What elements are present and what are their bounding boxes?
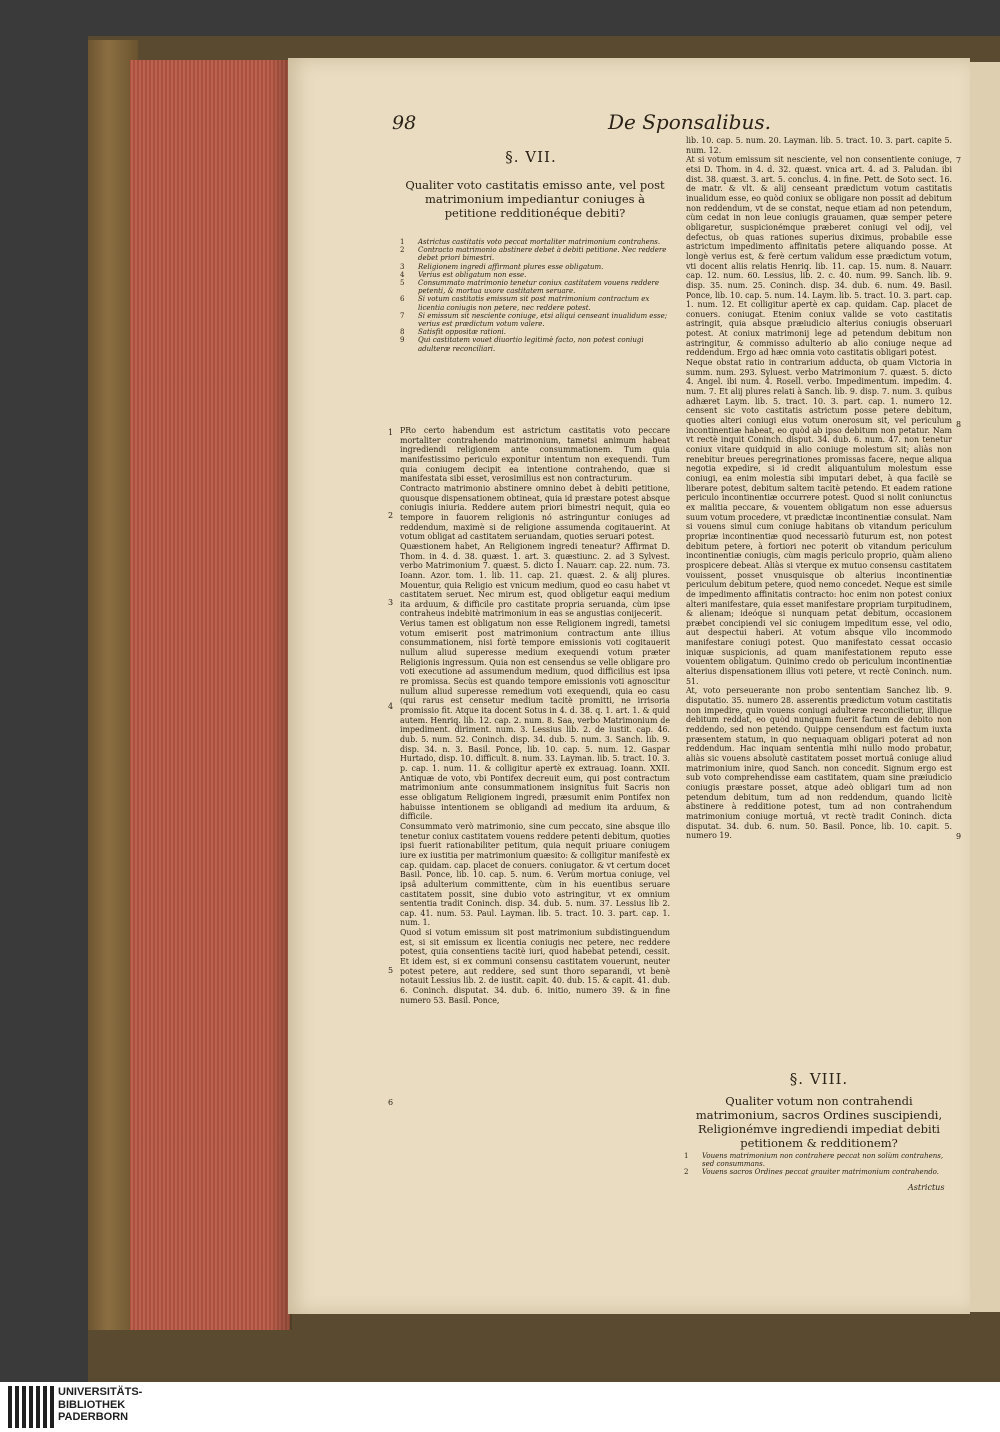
- logo-line: PADERBORN: [58, 1411, 129, 1423]
- library-footer: [0, 1382, 1000, 1432]
- paragraph: lib. 10. cap. 5. num. 20. Layman. lib. 5. tract. 10. 3. part. capite 5. num. 12.: [686, 136, 952, 155]
- summary-item: 6 Si votum castitatis emissum sit post matrimonium contractum ex licentia coniugis non petere, nec reddere potest.: [400, 295, 650, 312]
- margin-number: 2: [388, 511, 394, 520]
- page-edges: [130, 60, 290, 1330]
- paragraph: At si votum emissum sit nesciente, vel non consentiente coniuge, etsi D. Thom. in 4. d. 32. quæst. vnica art. 4. ad 3. Paludan. ibi dist. 38. quæst. 3. art. 5. conclus. 4. in fine. Pett. de Soto sect. 16. de matr. & vlt. & alij censeant prædictum votum castitatis inualidum esse, eo quòd coniux se obligare non possit ad debitum non reddendum, vt de se constat, neque etiam ad non petendum, cùm cedat in non leue coniugis grauamen, quæ semper petere obligaretur, suspicionémque præberet coniugi vel odij, vel defectus, ob quas rationes superius diximus, probabile esse astrictum impedimento affinitatis petere aliquando posse. At longè verius est, & ferè certum validum esse prædictum votum, vti docent aliis relatis Henriq. lib. 11. cap. 15. num. 8. Nauarr. cap. 12. num. 60. Lessius, lib. 2. c. 40. num. 99. Sanch. lib. 9. disp. 35. num. 25. Coninch. disp. 34. dub. 6. num. 49. Basil. Ponce, lib. 10. cap. 5. num. 14. Laym. lib. 5. tract. 10. 3. part. cap. 1. num. 12. Et colligitur apertè ex cap. quidam. Cap. placet de conuers. coniugat. Etenim coniux valide se voto castitatis astringit, quia absque præiudicio alterius coniugis obseruari potest. At coniux matrimonij lege ad petendum debitum non astringitur, & commisso adulterio ab alio coniuge neque ad reddendum. Ergo ad hæc omnia voto castitatis obligari potest.: [686, 155, 952, 358]
- section-heading-viii: §. VIII.: [789, 1070, 849, 1088]
- margin-number: 1: [388, 428, 394, 437]
- library-logo-icon: [8, 1386, 54, 1428]
- section-question-viii: Qualiter votum non contrahendi matrimonium, sacros Ordines suscipiendi, Religionémve ingrediendi impediat debiti petitionem & redditionem?: [695, 1094, 943, 1150]
- catchword: Astrictus: [908, 1183, 945, 1192]
- margin-number: 6: [388, 1098, 394, 1107]
- left-column-body: [400, 426, 670, 1005]
- paragraph: Quod si votum emissum sit post matrimonium subdistinguendum est, si sit emissum ex licentia coniugis nec petere, nec reddere potest, quia consentiens tacitè iuri, quod habebat petendi, cessit. Et idem est, si ex communi consensu castitatem vouerunt, neuter potest petere, aut reddere, sed sunt thoro separandi, vt benè notauit Lessius lib. 2. de iustit. capit. 40. dub. 15. & capit. 41. dub. 6. Coninch. disputat. 34. dub. 6. initio, numero 39. & in fine numero 53. Basil. Ponce,: [400, 928, 670, 1005]
- logo-line: UNIVERSITÄTS-: [58, 1386, 143, 1398]
- printed-page: [288, 58, 970, 1314]
- summary-list-viii: [684, 1152, 950, 1177]
- paragraph: Verius tamen est obligatum non esse Religionem ingredi, tametsi votum emiserit post matrimonium contractum ante illius consummationem, nisi fortè tempore emissionis voti cogitauerit nullum aliud superesse medium exequendi votum præter Religionis ingressum. Quia non est censendus se velle obligare pro voti executione ad assumendum medium, quod difficilius est ipsa re promissa. Secùs est quando tempore emissionis voti agnoscitur nullum aliud superesse remedium voti exequendi, quia eo casu (qui rarus est censetur medium tacitè promitti, ne irrisoria promissio fit. Atque ita docent Sotus in 4. d. 38. q. 1. art. 1. & quid autem. Henriq. lib. 12. cap. 2. num. 8. Saa, verbo Matrimonium de impediment. diriment. num. 3. Lessius lib. 2. de iustit. cap. 46. dub. 5. num. 52. Coninch. disp. 34. dub. 5. num. 3. Sanch. lib. 9. disp. 34. n. 3. Basil. Ponce, lib. 10. cap. 5. num. 12. Gaspar Hurtado, disp. 10. difficult. 8. num. 33. Layman. lib. 5. tract. 10. 3. p. cap. 1. num. 11. & colligitur apertè ex extrauag. Ioann. XXII. Antiquæ de voto, vbi Pontifex decreuit eum, qui post contractum matrimonium ante consummationem insignitus fuit Sacris non esse obligatum Religionem ingredi, præsumit enim Pontifex non habuisse intentionem se obligandi ad medium ita arduum, & difficile.: [400, 619, 670, 822]
- summary-item: 1 Vouens matrimonium non contrahere peccat non solùm contrahens, sed consummans.: [684, 1152, 944, 1169]
- section-heading-vii: §. VII.: [505, 148, 557, 166]
- summary-item: 5 Consummato matrimonio tenetur coniux castitatem vouens reddere petenti, & mortua uxore castitatem seruare.: [400, 279, 659, 296]
- section-question-vii: Qualiter voto castitatis emisso ante, vel post matrimonium impediantur coniuges à petitione redditionéque debiti?: [405, 178, 665, 220]
- summary-item: 2 Contracto matrimonio abstinere debet à debiti petitione. Nec reddere debet priori bimestri.: [400, 246, 667, 263]
- margin-number: 9: [956, 832, 962, 841]
- paragraph: PRo certo habendum est astrictum castitatis voto peccare mortaliter contrahendo matrimonium, tametsi animum habeat ingrediendi religionem ante consummationem. Tum quia manifestissimo periculo exponitur intentum non exequendi. Tum quia coniugem decipit ea intentione contrahendo, quæ si manifestata sibi esset, verosimilius est non contracturum.: [400, 426, 670, 484]
- summary-list-vii: [400, 238, 670, 353]
- margin-number: 5: [388, 966, 394, 975]
- summary-item: 9 Qui castitatem vouet diuortio legitimè facto, non potest coniugi adulteræ reconciliari.: [400, 336, 644, 353]
- page-number: 98: [392, 112, 417, 134]
- summary-item: 4 Verius est obligatum non esse.: [400, 270, 527, 279]
- margin-number: 4: [388, 702, 394, 711]
- right-column-body: [686, 136, 952, 841]
- margin-number: 7: [956, 156, 962, 165]
- paragraph: Neque obstat ratio in contrarium adducta, ob quam Victoria in summ. num. 293. Syluest. verbo Matrimonium 7. quæst. 5. dicto 4. Angel. ibi num. 4. Rosell. verbo. Impedimentum. impedim. 4. num. 7. Et alij plures relati à Sanch. lib. 9. disp. 7. num. 3. quibus adhæret Laym. lib. 5. tract. 10. 3. part. cap. 1. numero 12. censent sic voto castitatis astrictum posse petere debitum, quoties alteri coniugi eius votum onerosum sit, vel periculum incontinentiæ habeat, eo quòd ab ipso debitum non petatur. Nam vt rectè inquit Coninch. disput. 34. dub. 6. num. 47. non tenetur coniux vitare quidquid in alio coniuge molestum sit; aliàs non renebitur breues peregrinationes promissas facere, neque aliqua negotia expedire, si id credit aliquantulum molestum esse coniugi, ea enim molestia sibi imputari debet, à qua facilè se liberare potest, debitum saltem tacitè petendo. Et eadem ratione periculo incontinentiæ occurrere potest. Quod si nolit coniunctus ex malitia peccare, & vouentem obligatum non esse aduersus suum votum procedere, vt prædictæ incontinentiæ consulat. Nam si vouens simul cum coniuge habitans ob vitandum periculum propriæ incontinentiæ quod necessariò futurum est, non potest debitum petere, à fortiori nec poterit ob vitandum periculum incontinentiæ coniugis, cùm magis periculo proprio, quàm alieno prospicere debeat. Aliàs si vterque ex mutuo consensu castitatem vouissent, posset vnusquisque ob alterius incontinentiæ periculum debitum petere, quod nemo concedet. Neque est simile de impedimento affinitatis contracto: hoc enim non potest coniux alteri manifestare, quia esset manifestare propriam turpitudinem, & alienam; ideóque si nunquam petat debitum, occasionem præbet concipiendi vel sic coniugem impeditum esse, vel odio, aut despectui haberi. At votum absque vllo incommodo manifestare coniugi potest. Quo manifestato cessat occasio iniquæ suspicionis, ad quam manifestationem reputo esse vouentem obligatum. Quinimo credo ob periculum incontinentiæ alterius dispensationem illius voti petere, vt rectè Coninch. num. 51.: [686, 358, 952, 686]
- summary-item: 7 Si emissum sit nesciente coniuge, etsi aliqui censeant inualidum esse; verius est prædictum votum valere.: [400, 311, 668, 329]
- paragraph: Quæstionem habet, An Religionem ingredi teneatur? Affirmat D. Thom. in 4. d. 38. quæst. 1. art. 3. quæstiunc. 2. ad 3 Sylvest. verbo Matrimonium 7. quæst. 5. dicto 1. Nauarr. cap. 22. num. 73. Ioann. Azor. tom. 1. lib. 11. cap. 21. quæst. 2. & alij plures. Mouentur, quia Religio est vnicum medium, quod eo casu habet vt castitatem seruet. Nec mirum est, quod obligetur eaqui medium ita arduum, & difficile pro castitate propria seruanda, cùm ipse contraheus indebitè matrimonium in eas se angustias conijecerit.: [400, 541, 670, 619]
- library-logo-text: [58, 1386, 142, 1424]
- paragraph: Consummato verò matrimonio, sine cum peccato, sine absque illo tenetur coniux castitatem vouens reddere petenti debitum, quoties ipsi fuerit rationabiliter petitum, quia nequit priuare coniugem iure ex iustitia per matrimonium quæsito: & colligitur manifestè ex cap. quidam. cap. placet de conuers. coniugator. & vt certum docet Basil. Ponce, lib. 10. cap. 5. num. 6. Verùm mortua coniuge, vel ipsâ adulterium committente, cùm in his euentibus seruare castitatem possit, sine dubio voto astringitur, vt ex omnium sententia tradit Coninch. disp. 34. dub. 5. num. 37. Lessius lib 2. cap. 41. num. 53. Paul. Layman. lib. 5. tract. 10. 3. part. cap. 1. num. 1.: [400, 821, 670, 928]
- margin-number: 3: [388, 598, 394, 607]
- margin-number: 8: [956, 420, 962, 429]
- summary-item: 2 Vouens sacros Ordines peccat grauiter matrimonium contrahendo.: [684, 1168, 940, 1177]
- summary-item: 3 Religionem ingredi affirmant plures esse obligatum.: [400, 262, 604, 271]
- logo-line: BIBLIOTHEK: [58, 1398, 126, 1411]
- paragraph: Contracto matrimonio abstinere omnino debet à debiti petitione, quousque dispensationem obtineat, quia id præstare potest absque coniugis iniuria. Reddere autem priori bimestri nequit, quia eo tempore in fauorem religionis nó astringuntur coniuges ad reddendum, maximè si de religione assumenda cogitauerint. At votum obligat ad castitatem seruandam, quoties seruari potest.: [400, 483, 670, 542]
- running-head: De Sponsalibus.: [608, 110, 771, 134]
- adjacent-page-edge: [966, 62, 1000, 1312]
- summary-item: 1 Astrictus castitatis voto peccat mortaliter matrimonium contrahens.: [400, 238, 661, 246]
- summary-item: 8 Satisfit oppositæ rationi.: [400, 328, 506, 337]
- paragraph: At, voto perseuerante non probo sententiam Sanchez lib. 9. disputatio. 35. numero 28. asserentis prædictum votum castitatis non impedire, quin vouens coniugi adulteræ reconcilietur, illique debitum reddat, eo quòd nunquam fuerit factum de debito non reddendo, sed non petendo. Quippe censendum est factum iuxta præsentem statum, in quo nequaquam obligari poterat ad non reddendum. Hac inquam sententia mihi nullo modo probatur, aliàs sic vouens absolutè castitatem posset mortuâ coniuge aliud matrimonium inire, quod Sanch. non concedit. Signum ergo est sub voto comprehendisse eam castitatem, quam sine præiudicio coniugis præstare posset, atque adeò obligari tum ad non petendum debitum, tum ad non reddendum, quando licitè abstinere à redditione potest, tum ad non contrahendum matrimonium coniuge mortuâ, vt rectè tradit Coninch. dicta disputat. 34. dub. 6. num. 50. Basil. Ponce, lib. 10. capit. 5. numero 19.: [686, 686, 952, 841]
